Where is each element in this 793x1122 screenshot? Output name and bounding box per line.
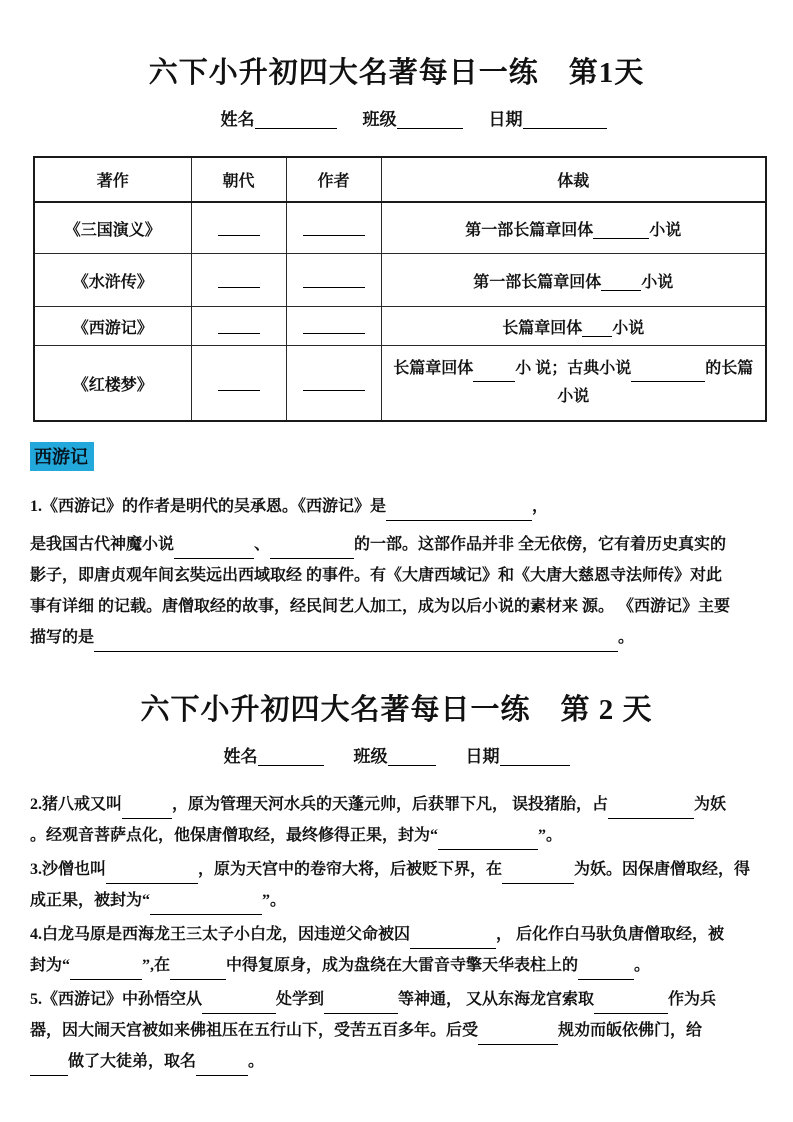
question-line: 。经观音菩萨点化，他保唐僧取经，最终修得正果，封为“ ”。 bbox=[30, 820, 769, 851]
question-line: 影子，即唐贞观年间玄奘远出西域取经 的事件。有《大唐西域记》和《大唐大慈恩寺法师传》对此 bbox=[30, 567, 723, 584]
header-genre: 体裁 bbox=[381, 157, 766, 202]
header-author: 作者 bbox=[286, 157, 381, 202]
genre-cell: 长篇章回体 小说 bbox=[381, 307, 766, 346]
question-1 bbox=[30, 491, 769, 653]
question-2 bbox=[30, 789, 769, 851]
header-dynasty: 朝代 bbox=[191, 157, 286, 202]
question-3 bbox=[30, 854, 769, 916]
question-4 bbox=[30, 919, 769, 981]
table-row-sanguo bbox=[34, 202, 766, 254]
question-line: 2.猪八戒又叫 ，原为管理天河水兵的天蓬元帅，后获罪下凡， 误投猪胎，占 为妖 bbox=[30, 789, 769, 820]
dynasty-blank-cell bbox=[191, 346, 286, 422]
question-line: 是我国古代神魔小说 、 的一部。这部作品并非 全无依傍，它有着历史真实的 bbox=[30, 529, 769, 560]
author-blank-cell bbox=[286, 307, 381, 346]
table-row-xiyou bbox=[34, 307, 766, 346]
question-5 bbox=[30, 984, 769, 1077]
work-cell: 《三国演义》 bbox=[34, 202, 191, 254]
work-cell: 《水浒传》 bbox=[34, 254, 191, 307]
genre-cell: 第一部长篇章回体 小说 bbox=[381, 202, 766, 254]
question-line: 3.沙僧也叫 ，原为天宫中的卷帘大将，后被贬下界，在 为妖。因保唐僧取经，得 bbox=[30, 854, 769, 885]
question-line: 4.白龙马原是西海龙王三太子小白龙，因违逆父命被囚 ， 后化作白马驮负唐僧取经，被 bbox=[30, 919, 769, 950]
genre-cell: 长篇章回体 小 说；古典小说 的长篇 小说 bbox=[381, 346, 766, 422]
dynasty-blank-cell bbox=[191, 202, 286, 254]
question-line: 5.《西游记》中孙悟空从 处学到 等神通， 又从东海龙宫索取 作为兵 bbox=[30, 984, 769, 1015]
section-label: 西游记 bbox=[30, 442, 94, 471]
classics-table bbox=[33, 156, 767, 422]
dynasty-blank-cell bbox=[191, 307, 286, 346]
author-blank-cell bbox=[286, 346, 381, 422]
work-cell: 《西游记》 bbox=[34, 307, 191, 346]
question-line: 事有详细 的记载。唐僧取经的故事，经民间艺人加工，成为以后小说的素材来 源。 《西游记》主要 bbox=[30, 598, 731, 615]
day2-title: 六下小升初四大名著每日一练 第 2 天 bbox=[140, 694, 653, 726]
question-line: 1.《西游记》的作者是明代的吴承恩。《西游记》是 ， bbox=[30, 491, 769, 522]
day2-name-line: 姓名 班级 日期 bbox=[0, 742, 793, 767]
question-line: 做了大徒弟，取名 。 bbox=[30, 1046, 769, 1077]
question-line: 器，因大闹天宫被如来佛祖压在五行山下，受苦五百多年。后受 规劝而皈依佛门，给 bbox=[30, 1015, 769, 1046]
day1-title: 六下小升初四大名著每日一练 第1天 bbox=[148, 57, 645, 89]
work-cell: 《红楼梦》 bbox=[34, 346, 191, 422]
author-blank-cell bbox=[286, 254, 381, 307]
table-row-shuihu bbox=[34, 254, 766, 307]
question-line: 封为“ ”,在 中得复原身，成为盘绕在大雷音寺擎天华表柱上的 。 bbox=[30, 950, 769, 981]
table-row-honglou bbox=[34, 346, 766, 422]
question-line: 描写的是 。 bbox=[30, 622, 769, 653]
dynasty-blank-cell bbox=[191, 254, 286, 307]
header-work: 著作 bbox=[34, 157, 191, 202]
author-blank-cell bbox=[286, 202, 381, 254]
day1-name-line: 姓名 班级 日期 bbox=[0, 105, 793, 130]
question-line: 成正果，被封为“ ”。 bbox=[30, 885, 769, 916]
genre-cell: 第一部长篇章回体 小说 bbox=[381, 254, 766, 307]
table-header-row bbox=[34, 157, 766, 202]
